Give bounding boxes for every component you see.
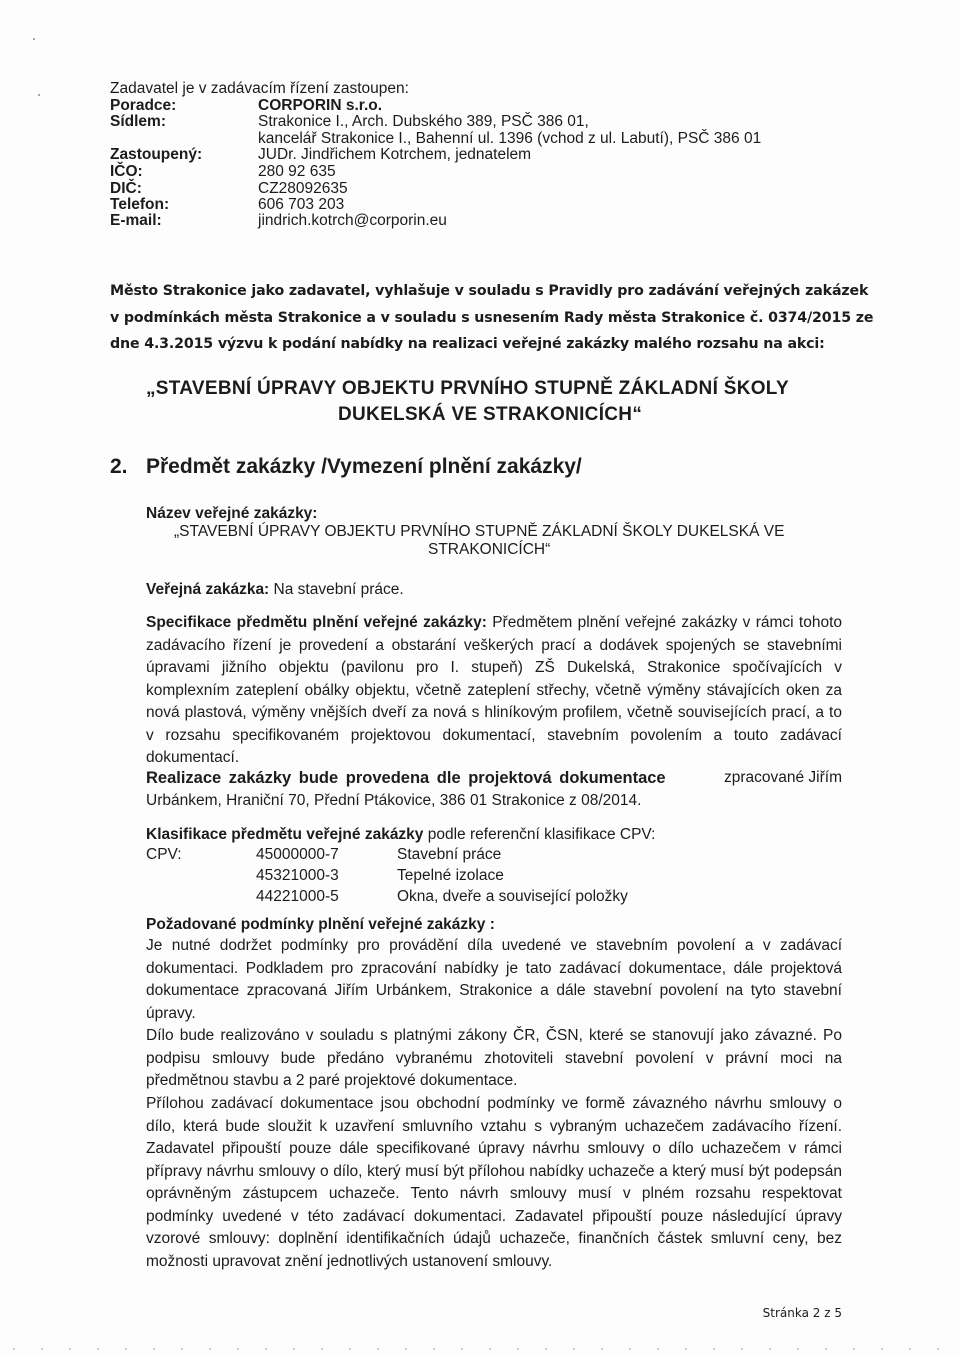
name-label: Název veřejné zakázky:: [146, 505, 318, 522]
project-title-line-2: DUKELSKÁ VE STRAKONICÍCH“: [338, 404, 643, 425]
value-telefon: 606 703 203: [258, 196, 345, 213]
cpv-row: [256, 844, 628, 865]
spec-text: Předmětem plnění veřejné zakázky v rámci tohoto zadávacího řízení je provedení a obstarání veškerých prací a dodávek spojených se stavebními úpravami jižního objektu (pavilonu pro I. stupeň) ZŠ Dukelská, Strakonice spočívajících v komplexním zateplení obálky objektu, včetně zateplení střechy, včetně výměny stávajících oken za nová plastová, výměny vnějších dveří za nová s hliníkovým profilem, včetně souvisejících prací, a to v rozsahu specifikovaném projektovou dokumentací, stavebním povolením a touto zadávací dokumentací.: [146, 614, 842, 766]
label-zastoupeny: Zastoupený:: [110, 146, 203, 163]
invitation-line-2: v podmínkách města Strakonice a v souladu s usnesením Rady města Strakonice č. 0374/2015 ze: [110, 310, 874, 326]
header-intro: Zadavatel je v zadávacím řízení zastoupen:: [110, 80, 409, 97]
requirements-paragraph-3: Přílohou zadávací dokumentace jsou obchodní podmínky ve formě závazného návrhu smlouvy o dílo, která bude sloužit k uzavření smluvního vztahu s vybraným uchazečem zadávacího řízení. Zadavatel připouští pouze dále specifikované úpravy návrhu smlouvy o dílo uchazečem v rámci přípravy návrhu smlouvy o dílo, který musí být přílohou nabídky uchazeče a který musí být podepsán oprávněným zástupcem uchazeče. Tento návrh smlouvy musí v plném rozsahu respektovat podmínky uvedené v této zadávací dokumentaci. Zadavatel připouští pouze následující úpravy vzorové smlouvy: doplnění identifikačních údajů uchazeče, finančních částek smluvní ceny, bez možnosti upravovat znění jednotlivých ustanovení smlouvy.: [146, 1095, 842, 1270]
value-sidlem: Strakonice I., Arch. Dubského 389, PSČ 386 01,: [258, 113, 589, 130]
name-line-1: „STAVEBNÍ ÚPRAVY OBJEKTU PRVNÍHO STUPNĚ ZÁKLADNÍ ŠKOLY DUKELSKÁ VE: [174, 523, 785, 540]
cpv-label: Klasifikace předmětu veřejné zakázky: [146, 826, 424, 843]
cpv-row: [256, 886, 628, 907]
project-title-line-1: „STAVEBNÍ ÚPRAVY OBJEKTU PRVNÍHO STUPNĚ ZÁKLADNÍ ŠKOLY: [146, 378, 789, 399]
cpv-row: [256, 865, 628, 886]
realization-paragraph: [146, 767, 842, 812]
label-telefon: Telefon:: [110, 196, 170, 213]
invitation-line-1: Město Strakonice jako zadavatel, vyhlašuje v souladu s Pravidly pro zadávání veřejných zakázek: [110, 283, 869, 299]
realization-text-1: zpracované Jiřím: [723, 769, 842, 786]
cpv-prefix: CPV:: [146, 846, 182, 863]
realization-label: Realizace zakázky bude provedena dle projektová dokumentace: [146, 769, 666, 787]
value-ico: 280 92 635: [258, 163, 336, 180]
value-kancelar: kancelář Strakonice I., Bahenní ul. 1396 (vchod z ul. Labutí), PSČ 386 01: [258, 130, 762, 147]
cpv-heading: [146, 826, 655, 843]
label-dic: DIČ:: [110, 180, 142, 197]
contract-type-value: Na stavební práce.: [273, 581, 404, 598]
cpv-code: 45321000-3: [256, 867, 339, 884]
realization-text-2: Urbánkem, Hraniční 70, Přední Ptákovice, 386 01 Strakonice z 08/2014.: [146, 791, 642, 809]
cpv-code: 45000000-7: [256, 846, 339, 863]
requirements-label: Požadované podmínky plnění veřejné zakázky :: [146, 916, 495, 933]
spec-label: Specifikace předmětu plnění veřejné zakázky:: [146, 614, 487, 631]
invitation-line-3: dne 4.3.2015 výzvu k podání nabídky na realizaci veřejné zakázky malého rozsahu na akci:: [110, 336, 825, 352]
spec-paragraph: [146, 612, 842, 770]
cpv-desc: Okna, dveře a související položky: [397, 888, 628, 905]
label-ico: IČO:: [110, 163, 143, 180]
section-title: Předmět zakázky /Vymezení plnění zakázky/: [146, 455, 582, 478]
scan-speck: [33, 38, 35, 40]
cpv-label-tail: podle referenční klasifikace CPV:: [427, 826, 656, 843]
cpv-code: 44221000-5: [256, 888, 339, 905]
cpv-desc: Tepelné izolace: [397, 867, 504, 884]
contract-type: [146, 581, 404, 598]
scan-speck: [38, 94, 40, 96]
value-zastoupeny: JUDr. Jindřichem Kotrchem, jednatelem: [258, 146, 532, 163]
label-poradce: Poradce:: [110, 97, 177, 114]
label-sidlem: Sídlem:: [110, 113, 166, 130]
value-poradce: CORPORIN s.r.o.: [258, 97, 383, 114]
value-email: jindrich.kotrch@corporin.eu: [258, 212, 447, 229]
contract-type-label: Veřejná zakázka:: [146, 581, 270, 598]
scan-edge-dots: [0, 1348, 960, 1350]
cpv-table: [256, 844, 628, 907]
name-line-2: STRAKONICÍCH“: [428, 541, 551, 558]
cpv-desc: Stavební práce: [397, 846, 502, 863]
value-dic: CZ28092635: [258, 180, 348, 197]
page-number: Stránka 2 z 5: [762, 1306, 842, 1320]
requirements-paragraph-1: Je nutné dodržet podmínky pro provádění díla uvedené ve stavebním povolení a v zadávací dokumentaci. Podkladem pro zpracování nabídky je tato zadávací dokumentace, dále projektová dokumentace zpracovaná Jiřím Urbánkem, Strakonice a dále stavební povolení na tyto stavební úpravy.: [146, 937, 842, 1022]
requirements-paragraph-2: Dílo bude realizováno v souladu s platnými zákony ČR, ČSN, které se stanovují jako závazné. Po podpisu smlouvy bude předáno vybranému zhotoviteli stavební povolení v právní moci na předmětnou stavbu a 2 paré projektové dokumentace.: [146, 1027, 842, 1089]
label-email: E-mail:: [110, 212, 162, 229]
section-number: 2.: [110, 455, 128, 478]
